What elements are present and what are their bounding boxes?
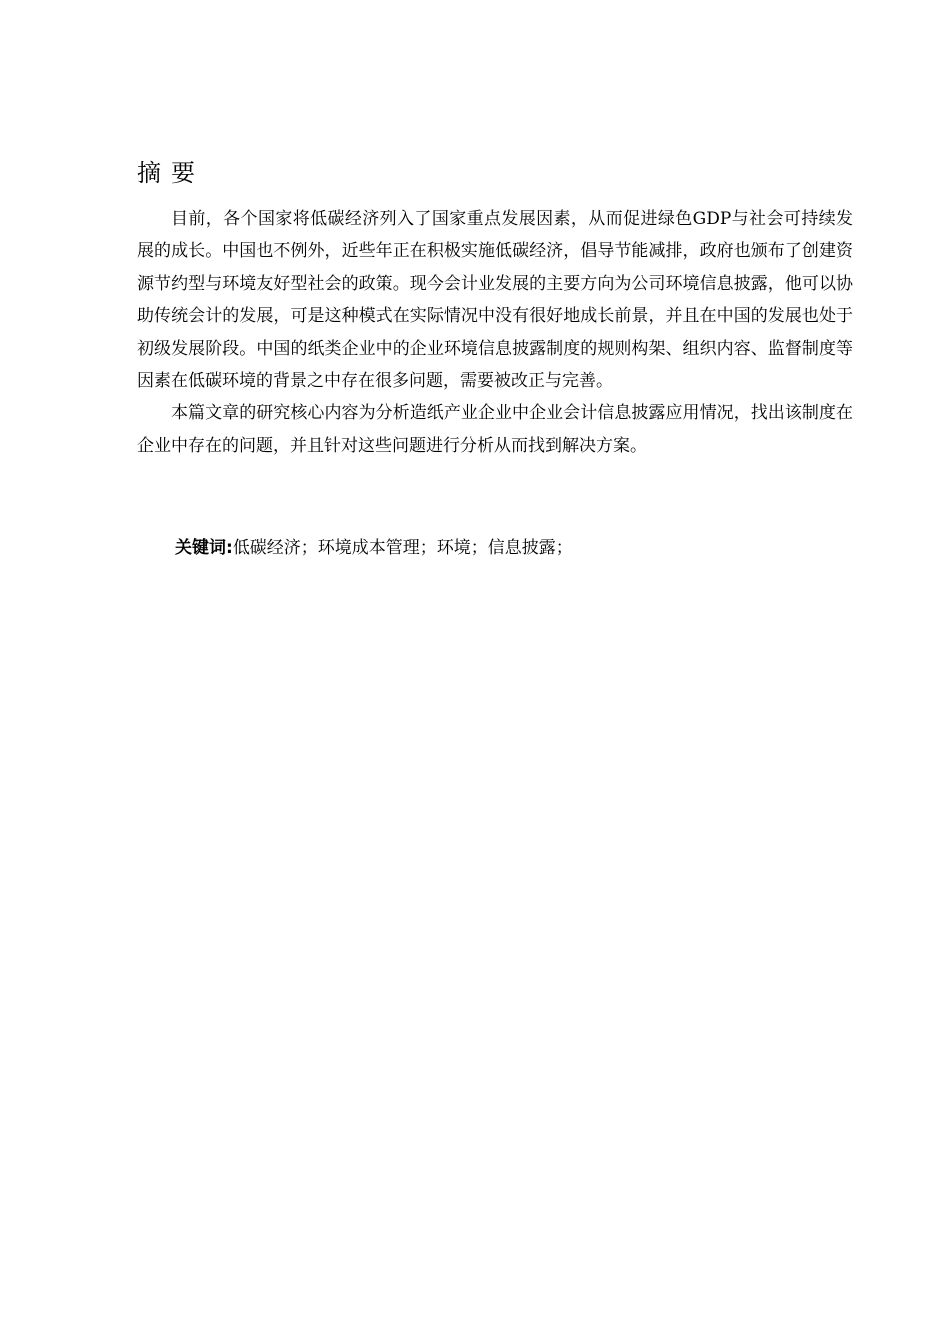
keywords-label: 关键词: <box>175 538 233 558</box>
abstract-body <box>137 203 853 462</box>
abstract-heading: 摘要 <box>137 159 205 187</box>
keywords-line <box>175 534 573 562</box>
abstract-paragraph-1: 目前，各个国家将低碳经济列入了国家重点发展因素，从而促进绿色GDP与社会可持续发展的成长。中国也不例外，近些年正在积极实施低碳经济，倡导节能减排，政府也颁布了创建资源节约型与环境友好型社会的政策。现今会计业发展的主要方向为公司环境信息披露，他可以协助传统会计的发展，可是这种模式在实际情况中没有很好地成长前景，并且在中国的发展也处于初级发展阶段。中国的纸类企业中的企业环境信息披露制度的规则构架、组织内容、监督制度等因素在低碳环境的背景之中存在很多问题，需要被改正与完善。 <box>137 209 853 392</box>
abstract-paragraph-2: 本篇文章的研究核心内容为分析造纸产业企业中企业会计信息披露应用情况，找出该制度在企业中存在的问题，并且针对这些问题进行分析从而找到解决方案。 <box>137 403 853 456</box>
keywords-value: 低碳经济；环境成本管理；环境；信息披露； <box>232 538 573 558</box>
